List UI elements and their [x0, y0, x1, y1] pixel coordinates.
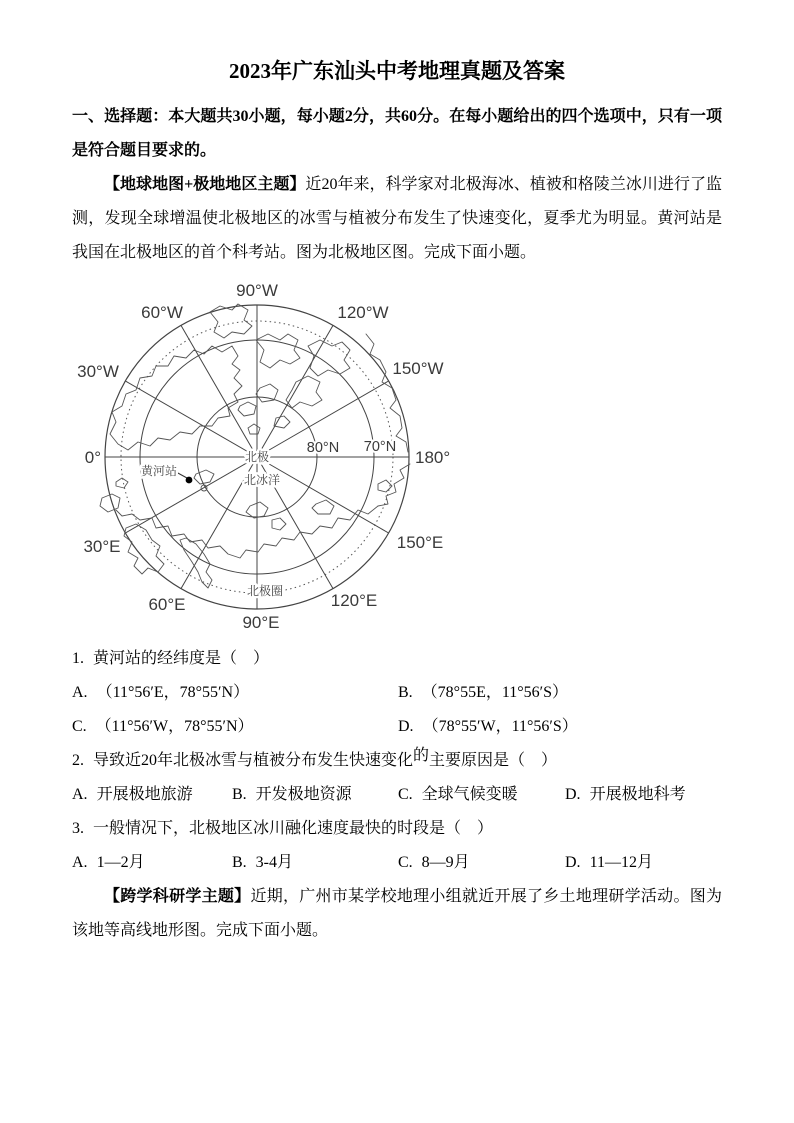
option-text: 全球气候变暖 — [421, 786, 518, 803]
north-pole-label: 北极 — [244, 450, 270, 464]
option-a — [72, 778, 232, 812]
small-island — [238, 402, 256, 416]
option-b — [232, 778, 398, 812]
meridian-label-60e: 60°E — [148, 595, 186, 614]
intro-polar-text: 近20年来，科学家对北极海冰、植被和格陵兰冰川进行了监测，发现全球增温使北极地区的冰雪与植被分布发生了快速变化，夏季尤为明显。黄河站是我国在北极地区的首个科考站。图为北极地区图。完成下面小题。 — [72, 176, 722, 261]
siberia-coast — [116, 506, 378, 558]
option-label: C. — [398, 786, 413, 803]
arctic-map-figure — [60, 276, 490, 636]
meridian-label-60w: 60°W — [141, 303, 183, 322]
stem-post: 主要原因是（ ） — [429, 752, 558, 769]
latitude-label-70n: 70°N — [363, 439, 397, 455]
option-label: B. — [232, 854, 247, 871]
small-island — [274, 416, 290, 428]
intro-polar-paragraph — [72, 168, 722, 270]
option-text: 开展极地旅游 — [96, 786, 193, 803]
option-a — [72, 846, 232, 880]
small-island — [248, 424, 260, 434]
option-label: B. — [232, 786, 247, 803]
meridian-label-0: 0° — [84, 448, 101, 467]
meridian-label-150e: 150°E — [396, 533, 444, 552]
intro-fieldstudy-paragraph — [72, 880, 722, 948]
option-d — [565, 846, 722, 880]
option-text: 3-4月 — [255, 854, 294, 871]
arctic-circle-label: 北极圈 — [246, 584, 284, 598]
north-america-coast — [366, 334, 408, 452]
huanghe-station-dot — [186, 477, 193, 484]
option-d — [398, 710, 722, 744]
option-label: D. — [565, 786, 581, 803]
question-1-options — [72, 676, 722, 744]
question-2-stem — [72, 744, 722, 778]
new-siberian-island — [312, 500, 334, 514]
option-b — [398, 676, 722, 710]
intro-polar-tag: 【地球地图+极地地区主题】 — [104, 176, 306, 193]
canadian-island — [286, 376, 322, 408]
stem-sup: 的 — [413, 747, 430, 764]
option-text: 开展极地科考 — [589, 786, 686, 803]
question-2-options — [72, 778, 722, 812]
option-text: （78°55′W，11°56′S） — [422, 718, 578, 735]
option-text: （11°56′W，78°55′N） — [95, 718, 254, 735]
option-text: 11—12月 — [589, 854, 653, 871]
option-d — [565, 778, 722, 812]
option-text: 开发极地资源 — [255, 786, 352, 803]
option-label: D. — [565, 854, 581, 871]
question-1 — [72, 642, 722, 744]
meridian-label-150w: 150°W — [392, 359, 444, 378]
question-2 — [72, 744, 722, 812]
option-c — [398, 846, 565, 880]
option-text: （11°56′E，78°55′N） — [96, 684, 250, 701]
option-label: A. — [72, 786, 88, 803]
question-3-options — [72, 846, 722, 880]
meridian-label-90w: 90°W — [236, 281, 278, 300]
page-title: 2023年广东汕头中考地理真题及答案 — [229, 59, 565, 83]
stem-pre: 导致近20年北极冰雪与植被分布发生快速变化 — [93, 752, 414, 769]
question-text: 黄河站的经纬度是（ ） — [93, 650, 270, 667]
option-text: 8—9月 — [421, 854, 470, 871]
greenland-coast — [110, 346, 242, 450]
option-label: B. — [398, 684, 413, 701]
meridian-label-30e: 30°E — [83, 537, 121, 556]
meridian-label-30w: 30°W — [77, 362, 119, 381]
arctic-map — [60, 276, 490, 636]
option-c — [398, 778, 565, 812]
question-1-stem — [72, 642, 722, 676]
option-label: A. — [72, 854, 88, 871]
intro-fieldstudy-tag: 【跨学科研学主题】 — [104, 888, 251, 905]
intro-fieldstudy-text: 近期，广州市某学校地理小组就近开展了乡土地理研学活动。图为该地等高线地形图。完成下面小题。 — [72, 888, 722, 939]
meridian-label-120e: 120°E — [330, 591, 378, 610]
svalbard-island — [194, 470, 214, 484]
option-label: A. — [72, 684, 88, 701]
scandinavia-coast — [124, 524, 164, 574]
option-b — [232, 846, 398, 880]
option-label: C. — [398, 854, 413, 871]
arctic-ocean-label: 北冰洋 — [243, 473, 281, 487]
question-3-stem — [72, 812, 722, 846]
option-a — [72, 676, 398, 710]
question-number: 1. — [72, 650, 84, 667]
option-text: 1—2月 — [96, 854, 145, 871]
meridian-label-120w: 120°W — [337, 303, 389, 322]
option-label: D. — [398, 718, 414, 735]
question-text — [93, 744, 557, 778]
question-text: 一般情况下，北极地区冰川融化速度最快的时段是（ ） — [93, 820, 494, 837]
option-text: （78°55E，11°56′S） — [421, 684, 569, 701]
option-label: C. — [72, 718, 87, 735]
severnaya-zemlya — [272, 518, 286, 530]
section-instructions: 一、选择题：本大题共30小题，每小题2分，共60分。在每小题给出的四个选项中，只有一项是符合题目要求的。 — [72, 108, 722, 159]
meridian-label-180: 180° — [415, 448, 451, 467]
huanghe-station-label: 黄河站 — [140, 464, 178, 478]
canadian-island — [256, 334, 300, 368]
question-number: 3. — [72, 820, 84, 837]
question-number: 2. — [72, 752, 84, 769]
canadian-island — [210, 304, 252, 338]
latitude-label-80n: 80°N — [306, 440, 340, 456]
small-island — [256, 384, 278, 402]
question-3 — [72, 812, 722, 880]
station-marker-group — [176, 472, 192, 483]
chukotka-coast — [378, 464, 410, 506]
small-island — [116, 478, 128, 488]
option-c — [72, 710, 398, 744]
meridian-label-90e: 90°E — [242, 613, 280, 632]
